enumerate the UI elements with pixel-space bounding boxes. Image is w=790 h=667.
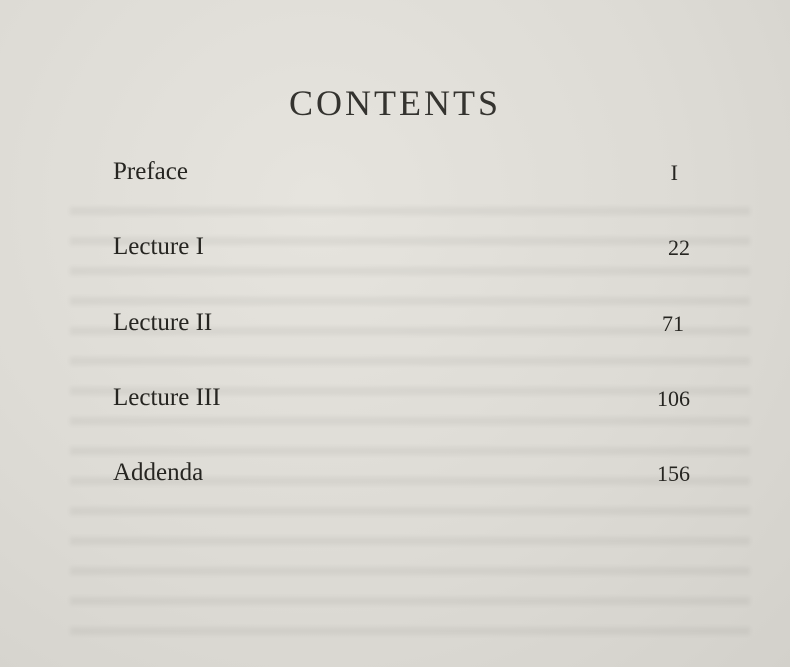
toc-entry-addenda <box>113 459 690 495</box>
toc-entry-label: Lecture II <box>113 309 213 336</box>
toc-entry-page-number: 106 <box>657 386 690 411</box>
toc-entry-lecture-1 <box>113 233 690 269</box>
toc-entry-preface <box>113 158 690 194</box>
toc-entry-page-number: 156 <box>657 461 690 486</box>
toc-entry-label: Preface <box>113 158 188 185</box>
toc-entry-label: Lecture III <box>113 384 221 411</box>
toc-entry-lecture-3 <box>113 384 690 420</box>
toc-entry-page-number: 22 <box>668 235 690 260</box>
toc-entry-label: Lecture I <box>113 233 204 260</box>
toc-entry-lecture-2 <box>113 309 690 345</box>
toc-entry-label: Addenda <box>113 459 204 486</box>
toc-entry-page-number: I <box>670 160 678 185</box>
toc-entry-page-number: 71 <box>662 311 684 336</box>
contents-heading: CONTENTS <box>289 83 501 123</box>
